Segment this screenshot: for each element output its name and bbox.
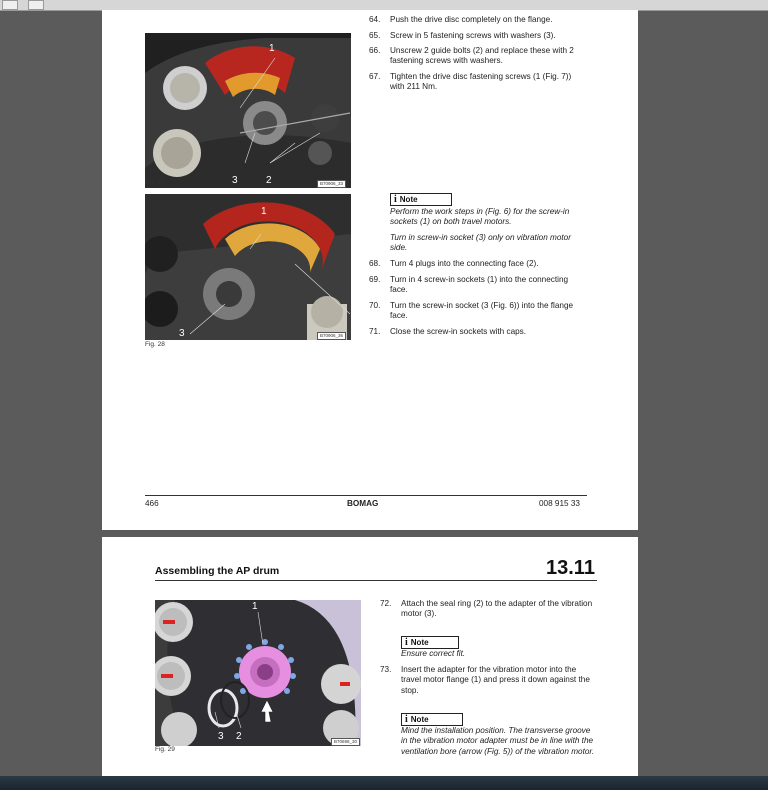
section-title: Assembling the AP drum — [155, 565, 280, 577]
taskbar — [0, 776, 768, 790]
figure-27-callout-3: 3 — [232, 175, 238, 186]
step-72 — [380, 599, 600, 621]
footer-brand: BOMAG — [347, 499, 379, 508]
note-heading-label: Note — [410, 715, 429, 724]
figure-28-illustration — [145, 194, 351, 340]
toolbar-button[interactable] — [2, 0, 18, 10]
footer-doc-number: 008 915 33 — [539, 499, 580, 508]
note-line-2: Turn in screw-in socket (3) only on vibration motor side. — [390, 233, 571, 253]
figure-29-callout-1: 1 — [252, 601, 258, 612]
figure-27-code: B70906_33 — [317, 180, 346, 188]
step-number: 71. — [369, 327, 381, 336]
note-heading-label: Note — [399, 195, 418, 204]
step-text: Unscrew 2 guide bolts (2) and replace these with 2 fastening screws with washers. — [390, 46, 574, 66]
footer-rule — [145, 495, 587, 496]
info-icon: i — [394, 194, 397, 205]
step-68 — [369, 259, 589, 271]
step-70 — [369, 301, 589, 323]
step-number: 67. — [369, 72, 381, 81]
note-1-heading — [401, 636, 459, 649]
figure-27-illustration — [145, 33, 351, 188]
info-icon: i — [405, 714, 408, 725]
figure-28-code: B70906_36 — [317, 332, 346, 340]
figure-29-drawing — [155, 600, 361, 746]
step-number: 65. — [369, 31, 381, 40]
step-71 — [369, 327, 589, 339]
section-number: 13.11 — [546, 557, 595, 579]
step-text: Close the screw-in sockets with caps. — [390, 327, 527, 336]
step-text: Turn 4 plugs into the connecting face (2). — [390, 259, 539, 268]
figure-29-illustration — [155, 600, 361, 746]
figure-27-callout-2: 2 — [266, 175, 272, 186]
step-66 — [369, 46, 589, 68]
info-icon: i — [405, 637, 408, 648]
figure-27-callout-1: 1 — [269, 43, 275, 54]
step-text: Insert the adapter for the vibration motor into the travel motor flange (1) and press it down against the stop. — [401, 665, 590, 695]
step-number: 73. — [380, 665, 392, 674]
note-2-heading — [401, 713, 463, 726]
step-73 — [380, 665, 600, 697]
step-text: Turn the screw-in socket (3 (Fig. 6)) into the flange face. — [390, 301, 574, 321]
step-text: Attach the seal ring (2) to the adapter of the vibration motor (3). — [401, 599, 593, 619]
figure-29-callout-3: 3 — [218, 731, 224, 742]
step-number: 69. — [369, 275, 381, 284]
step-65 — [369, 31, 589, 43]
figure-27-photo — [145, 33, 351, 188]
figure-28-photo — [145, 194, 351, 340]
step-64 — [369, 15, 589, 27]
figure-29-label: Fig. 29 — [155, 746, 175, 753]
step-number: 64. — [369, 15, 381, 24]
figure-28-callout-1: 1 — [261, 206, 267, 217]
step-text: Turn in 4 screw-in sockets (1) into the connecting face. — [390, 275, 569, 295]
section-rule — [155, 580, 597, 581]
figure-27-label: Fig. 27 — [145, 179, 165, 186]
toolbar-button[interactable] — [28, 0, 44, 10]
footer-page-number: 466 — [145, 499, 159, 508]
figure-28-label: Fig. 28 — [145, 341, 165, 348]
step-number: 70. — [369, 301, 381, 310]
note-line-1: Perform the work steps in (Fig. 6) for the screw-in sockets (1) on both travel motors. — [390, 207, 570, 227]
note-1-text: Ensure correct fit. — [401, 649, 466, 658]
step-number: 68. — [369, 259, 381, 268]
step-67 — [369, 72, 589, 94]
step-text: Push the drive disc completely on the flange. — [390, 15, 553, 24]
step-text: Tighten the drive disc fastening screws (1 (Fig. 7)) with 211 Nm. — [390, 72, 572, 92]
document-page-next — [102, 537, 638, 782]
step-text: Screw in 5 fastening screws with washers (3). — [390, 31, 556, 40]
figure-29-code: B70696_30 — [331, 738, 360, 746]
note-2-text: Mind the installation position. The transverse groove in the vibration motor adapter must be in line with the ventilation bore (arrow (Fig. 5)) of the vibration motor. — [401, 726, 595, 756]
note-heading — [390, 193, 452, 206]
figure-28-callout-3: 3 — [179, 328, 185, 339]
step-69 — [369, 275, 589, 297]
step-number: 72. — [380, 599, 392, 608]
note-heading-label: Note — [410, 638, 429, 647]
figure-29-callout-2: 2 — [236, 731, 242, 742]
document-page-466 — [102, 10, 638, 530]
step-number: 66. — [369, 46, 381, 55]
